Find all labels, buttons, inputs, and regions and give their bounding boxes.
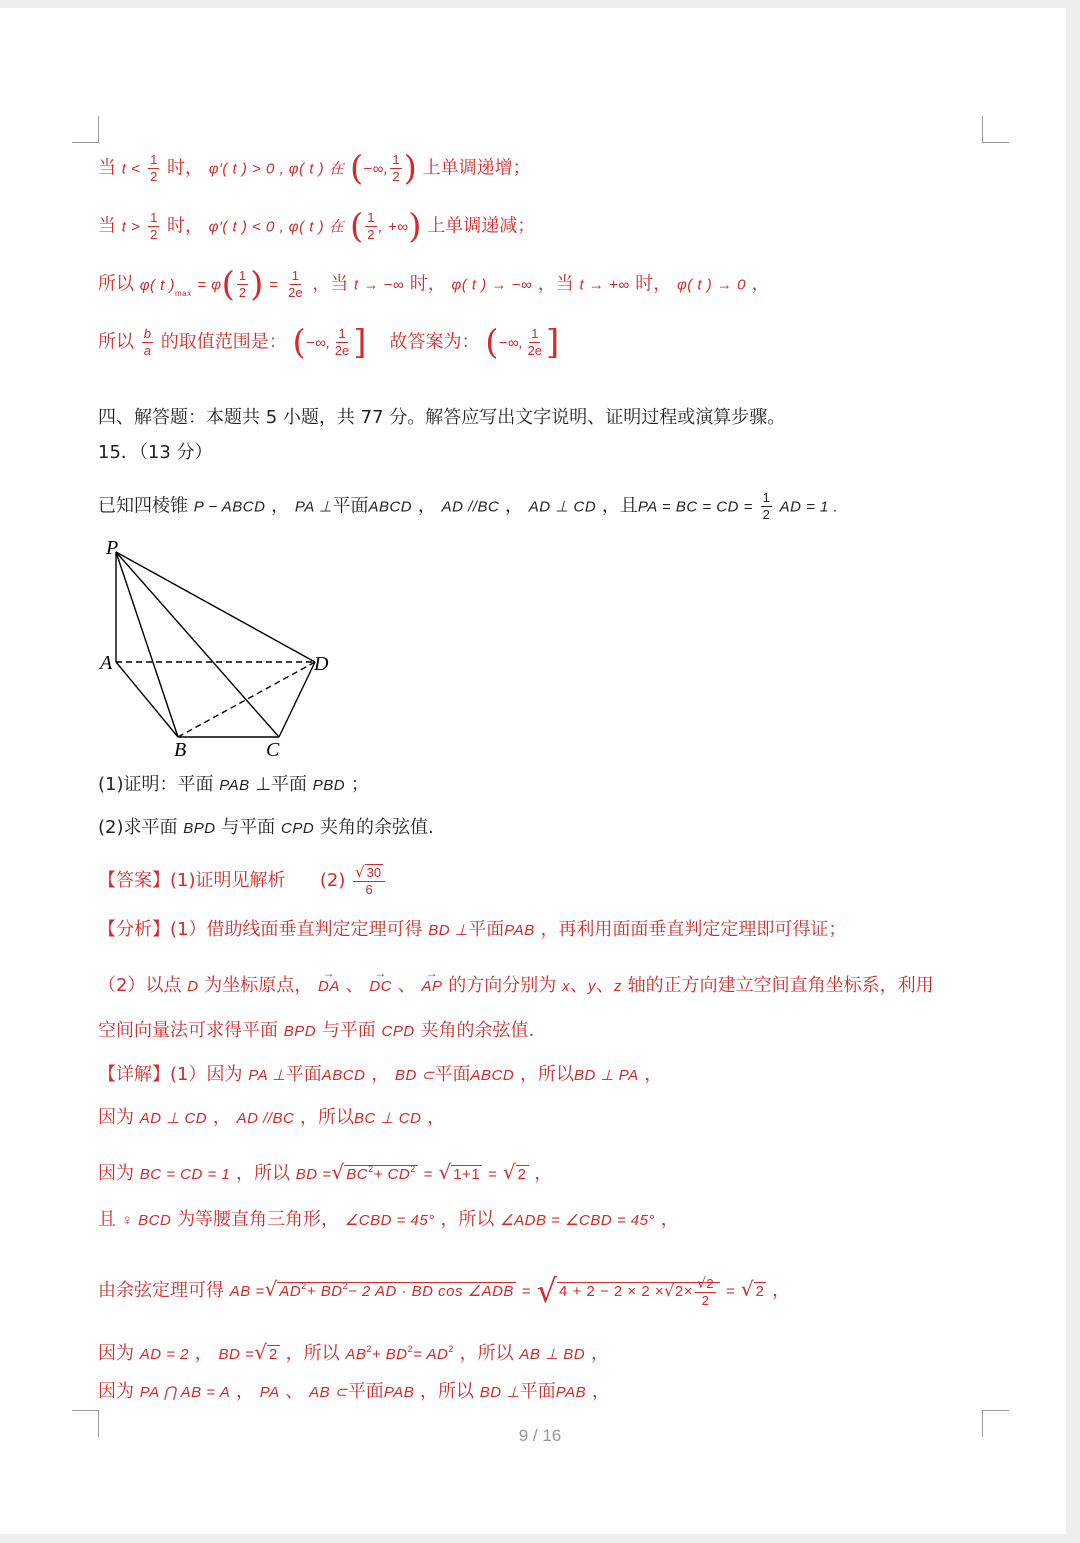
section-heading: 四、解答题：本题共 5 小题，共 77 分。解答应写出文字说明、证明过程或演算步骤。: [98, 407, 786, 428]
detail-line-4: 且 ♀ BCD 为等腰直角三角形， ∠CBD = 45° ，所以 ∠ADB = ∠CBD = 45° ，: [98, 1209, 679, 1230]
detail-line-1: 【详解】(1）因为 PA ⊥平面ABCD ， BD ⊂平面ABCD ，所以BD ⊥ PA ，: [98, 1064, 663, 1085]
detail-line-6: 因为 AD = 2 ， BD =√ 2 ，所以 $AB^2+ BD^2= AD^2$ ，所以 AB ⊥ BD ，: [98, 1340, 609, 1364]
label-B: B: [174, 739, 187, 761]
edge-PD: [116, 552, 315, 662]
edge-CD: [279, 662, 315, 737]
solution-line-4: 所以 $\frac{b}{a}$ 的取值范围是： (−∞, $\frac{1}{2e}$ ] 故答案为： (−∞, $\frac{1}{2e}$ ]: [98, 322, 560, 363]
question-number: 15．（13 分）: [98, 442, 213, 463]
detail-line-3: 因为 BC = CD = 1 ，所以 BD =√ $BC^2+ CD^2$ = √ 1+1 = √ 2 ，: [98, 1160, 553, 1184]
detail-line-2: 因为 AD ⊥ CD ， AD //BC ，所以BC ⊥ CD ，: [98, 1107, 446, 1128]
problem-statement: 已知四棱锥 P − ABCD ， PA ⊥平面ABCD ， AD //BC ， AD ⊥ CD ，且PA = BC = CD = $\frac{1}{2}$ AD = 1 .: [98, 490, 839, 522]
detail-line-5: 由余弦定理可得 AB =√ $AD^2+ BD^2- 2$ AD · BD cos ∠ADB = √ 4 + 2 − 2 × 2 ×√2× $\frac{√2}{2}$ = √ 2 ，: [98, 1272, 791, 1310]
detail-line-7: 因为 PA ⋂ AB = A ， PA 、 AB ⊂平面PAB ，所以 BD ⊥平面PAB ，: [98, 1381, 610, 1402]
label-P: P: [106, 537, 119, 559]
page-number: 9 / 16: [518, 1426, 562, 1445]
pyramid-figure: [96, 534, 346, 764]
edge-PB: [116, 552, 178, 737]
edge-AB: [116, 662, 178, 737]
analysis-line-3: 空间向量法可求得平面 BPD 与平面 CPD 夹角的余弦值.: [98, 1020, 535, 1041]
label-D: D: [314, 653, 329, 675]
crop-mark-top-right: [982, 116, 1009, 143]
sub-question-1: (1)证明：平面 PAB ⊥平面 PBD ；: [98, 774, 369, 795]
solution-line-2: 当 t > $\frac{1}{2}$ 时， φ′( t ) < 0 , φ( t ) 在 ( $\frac{1}{2}$ , +∞) 上单调递减；: [98, 206, 536, 247]
analysis-line-2: （2）以点 D 为坐标原点， → DA 、 → DC 、 → AP 的方向分别为 x、y、z 轴的正方向建立空间直角坐标系，利用: [98, 968, 934, 1000]
solution-line-3: 所以 φ( t )$_{max} = \varphi$( $\frac{1}{2}$ ) = $\frac{1}{2e}$ ，当 t → −∞ 时， φ( t ) → −∞ ，当 t → +∞ 时， φ( t ) → 0 ，: [98, 264, 770, 305]
sub-question-2: (2)求平面 BPD 与平面 CPD 夹角的余弦值.: [98, 817, 434, 838]
solution-line-1: 当 t < $\frac{1}{2}$ 时， φ′( t ) > 0 , φ( t ) 在 (−∞, $\frac{1}{2}$ ) 上单调递增；: [98, 148, 531, 189]
label-A: A: [100, 652, 113, 674]
answer-line: 【答案】(1)证明见解析 (2) $\frac{√ 30}{6}$: [98, 864, 387, 898]
label-C: C: [266, 739, 280, 761]
edge-PC: [116, 552, 279, 737]
crop-mark-top-left: [72, 116, 99, 143]
analysis-line-1: 【分析】(1）借助线面垂直判定定理可得 BD ⊥平面PAB ，再利用面面垂直判定定理即可得证；: [98, 919, 847, 940]
